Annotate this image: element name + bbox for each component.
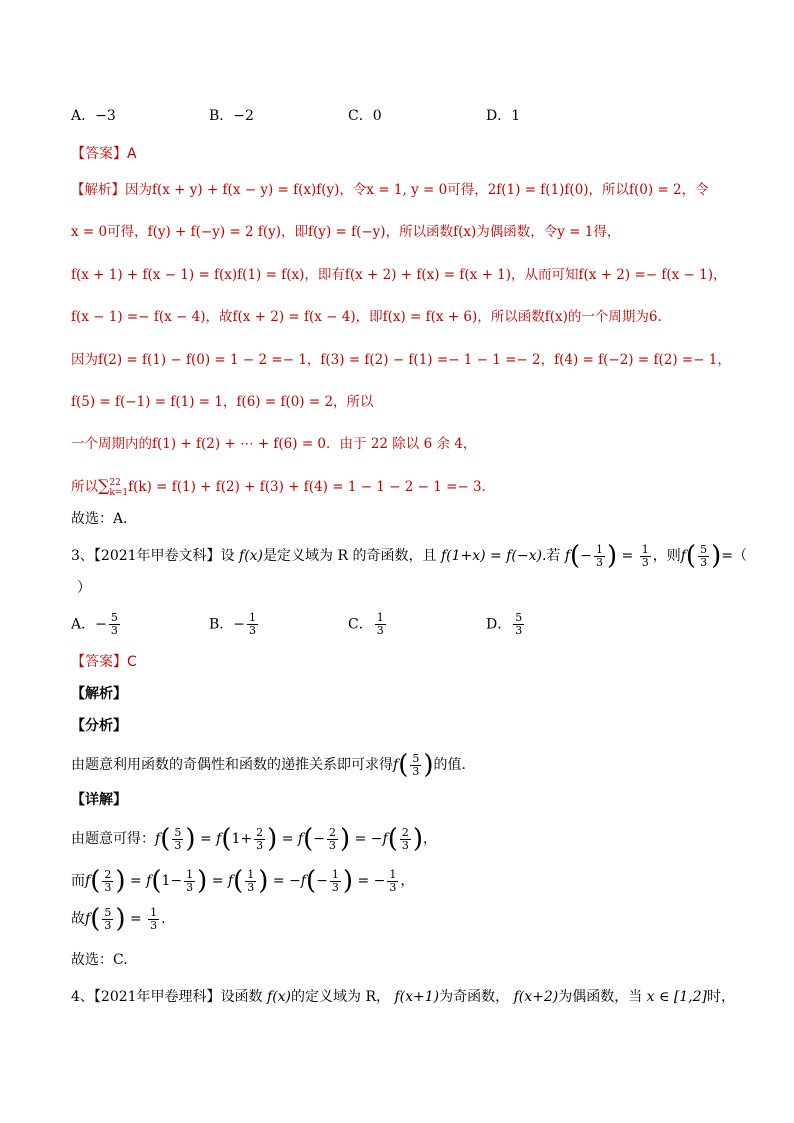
num: 2 [401, 825, 409, 839]
q4-interval: x ∈ [1,2] [646, 989, 708, 1005]
q3-d-den: 3 [515, 624, 523, 637]
q3-option-d-label: D． [486, 616, 512, 633]
den: 3 [389, 880, 397, 894]
right-paren: ) [185, 824, 196, 854]
q3-fx: f(x) [239, 548, 264, 564]
q3-a-den: 3 [110, 624, 118, 637]
q3-option-c-fraction [375, 612, 386, 637]
left-paren: ( [221, 824, 232, 854]
q2-option-a: A．−3 [71, 108, 116, 124]
num: 5 [104, 905, 112, 919]
q3-minus: − [580, 548, 592, 564]
left-paren: ( [387, 824, 398, 854]
q3-frac-num: 1 [595, 542, 603, 556]
q2-option-d: D．1 [486, 108, 521, 124]
f-label: f [85, 873, 91, 889]
q3-step-2: 而f( $\frac{2}{3}$ ) = f(1− $\frac{1}{3}$ ) = f( $\frac{1}{3}$ ) = −f(− $\frac{1}{3}$ ) = − $\frac{1}{3}$ ， [71, 866, 415, 896]
q3-c-den: 3 [376, 624, 384, 637]
num: 1 [331, 867, 339, 881]
den: 3 [401, 838, 409, 852]
step3-frac [102, 907, 113, 932]
q3-option-d-fraction [513, 612, 524, 637]
q3-option-b-label: B．− [209, 616, 246, 633]
fenxi-num: 5 [412, 751, 420, 765]
den: 3 [331, 880, 339, 894]
q4-stem-a: 设函数 [220, 989, 263, 1005]
q4-stem [71, 987, 735, 1007]
q3-fraction-five-thirds [698, 544, 709, 569]
q3-equals: = [621, 548, 634, 564]
den: 3 [104, 880, 112, 894]
num: 2 [256, 825, 264, 839]
f-label: f [85, 911, 91, 927]
step2-frac [330, 869, 341, 894]
q3-source: 【2021年甲卷文科】 [93, 548, 221, 564]
den: 3 [186, 880, 194, 894]
num: 1 [186, 867, 194, 881]
q4-stem-e: 为奇函数， [439, 989, 510, 1005]
right-paren: ) [197, 866, 208, 896]
q4-fx: f(x) [267, 989, 292, 1005]
q3-stem-a: 设 [220, 548, 235, 564]
q3-option-b [209, 612, 260, 637]
q2-analysis-line-6: f(5) = f(−1) = f(1) = 1，f(6) = f(0) = 2，所以 [71, 394, 374, 410]
q3-c-num: 1 [376, 611, 384, 624]
step1-frac [254, 827, 265, 852]
right-paren: ) [412, 824, 424, 854]
sigma-symbol: ∑ [98, 476, 110, 495]
step2-frac [387, 869, 398, 894]
den: 3 [329, 838, 336, 852]
q3-b-den: 3 [249, 624, 257, 637]
left-paren: ( [398, 750, 409, 780]
den: 3 [256, 838, 264, 852]
q3-stem [71, 543, 747, 569]
q3-frac-den: 3 [595, 555, 603, 569]
step1-frac [327, 827, 338, 852]
q3-option-a [71, 612, 122, 637]
q4-fx-plus-1: f(x+1) [394, 989, 440, 1005]
q3-fenxi-b: 的值. [433, 757, 466, 773]
q3-fenxi-fraction [410, 753, 421, 778]
right-paren: ) [115, 866, 126, 896]
q3-step-3: 故f( $\frac{5}{3}$ ) = $\frac{1}{3}$ . [71, 904, 166, 934]
left-paren: ( [305, 866, 317, 896]
left-paren: ( [90, 904, 101, 934]
right-paren: ) [340, 824, 351, 854]
q2-analysis-line-8 [71, 476, 495, 498]
q2-answer: 【答案】A [71, 146, 137, 162]
right-paren: ) [423, 750, 434, 780]
q2-analysis-tag: 【解析】 [71, 182, 125, 198]
f-label: f [227, 873, 234, 889]
q2-sum-prefix: 所以 [71, 479, 98, 495]
step2-frac [102, 869, 113, 894]
q3-five-num: 5 [700, 542, 708, 556]
q2-choice: 故选：A． [71, 511, 138, 527]
q2-analysis-line-7: 一个周期内的f(1) + f(2) + ⋯ + f(6) = 0．由于 22 除以 6 余 4， [71, 436, 477, 452]
num: 1 [247, 867, 255, 881]
q3-option-b-fraction [247, 612, 258, 637]
den: 3 [174, 838, 182, 852]
q3-five-den: 3 [700, 555, 708, 569]
q3-step2-prefix: 而 [71, 873, 85, 889]
q2-analysis-line-4: f(x − 1) =− f(x − 4)，故f(x + 2) = f(x − 4)，即f(x) = f(x + 6)，所以函数f(x)的一个周期为6. [71, 309, 662, 325]
q3-d-num: 5 [515, 611, 523, 624]
sum-limits [109, 478, 128, 498]
sum-lower-limit: k=1 [109, 487, 129, 498]
q3-stem-k: =（ [721, 548, 747, 564]
num: 2 [104, 867, 112, 881]
den: 3 [104, 918, 112, 932]
q3-option-c [348, 612, 388, 637]
q2-analysis-line-5: 因为f(2) = f(1) − f(0) = 1 − 2 =− 1，f(3) = f(2) − f(1) =− 1 − 1 =− 2，f(4) = f(−2) = f(2) =− 1， [71, 352, 731, 368]
step1-frac [400, 827, 411, 852]
step1-frac [172, 827, 183, 852]
q3-choice: 故选：C. [71, 952, 128, 968]
right-paren: ) [258, 866, 269, 896]
f-label: f [300, 873, 306, 889]
q3-stem-e: .若 [541, 548, 561, 564]
q4-fx-plus-2: f(x+2) [513, 989, 559, 1005]
f-label: f [146, 873, 152, 889]
den: 3 [247, 880, 255, 894]
q4-stem-g: 为偶函数，当 [558, 989, 643, 1005]
left-paren: ( [90, 866, 101, 896]
left-paren: ( [160, 824, 171, 854]
q3-xiangjie-tag: 【详解】 [71, 792, 127, 808]
q3-option-a-label: A．− [71, 616, 107, 633]
q2-sum-expression: f(k) = f(1) + f(2) + f(3) + f(4) = 1 − 1 − 2 − 1 =− 3． [128, 479, 496, 495]
right-paren: ) [115, 904, 126, 934]
q3-stem-close: ） [77, 580, 91, 596]
right-paren: ) [267, 824, 278, 854]
q3-number: 3、 [71, 548, 94, 564]
left-paren: ( [303, 824, 314, 854]
q3-fenxi-text [71, 752, 466, 778]
q3-analysis-tag: 【解析】 [71, 686, 127, 702]
q3-a-num: 5 [110, 611, 118, 624]
f-label: f [155, 831, 161, 847]
q4-stem-i: 时， [707, 989, 736, 1005]
q3-fraction-one-third-value [640, 544, 651, 569]
num: 1 [150, 905, 158, 919]
q3-step1-prefix: 由题意可得： [71, 831, 155, 847]
q3-stem-c: 是定义域为 R 的奇函数，且 [263, 548, 437, 564]
step3-value [148, 907, 159, 932]
q3-stem-i: ，则 [652, 548, 681, 564]
q4-number: 4、 [71, 989, 94, 1005]
f-label: f [382, 831, 388, 847]
q3-b-num: 1 [249, 611, 257, 624]
left-paren: ( [685, 541, 697, 571]
q2-option-b: B．−2 [209, 108, 254, 124]
q2-analysis-text-1: 因为f(x + y) + f(x − y) = f(x)f(y)，令x = 1, y = 0可得，2f(1) = f(1)f(0)，所以f(0) = 2，令 [125, 182, 709, 198]
left-paren: ( [570, 541, 581, 571]
q4-stem-c: 的定义域为 R， [291, 989, 391, 1005]
q3-step3-prefix: 故 [71, 911, 85, 927]
den: 3 [150, 918, 158, 932]
q2-analysis-line-3: f(x + 1) + f(x − 1) = f(x)f(1) = f(x)，即有f(x + 2) + f(x) = f(x + 1)，从而可知f(x + 2) =− f(x − 1)， [71, 267, 727, 283]
f-label: f [216, 831, 222, 847]
fenxi-den: 3 [412, 764, 420, 778]
q3-step-1: 由题意可得：f( $\frac{5}{3}$ ) = f(1+ $\frac{2}{3}$ ) = f(− $\frac{2}{3}$ ) = −f( $\frac{2}{3}$ )， [71, 824, 438, 854]
q3-val-num: 1 [641, 542, 649, 556]
q2-option-c: C．0 [348, 108, 382, 124]
sum-upper-limit: 22 [109, 477, 121, 488]
q3-f-label: f [564, 548, 571, 564]
q3-option-d [486, 612, 526, 637]
q3-fenxi-a: 由题意利用函数的奇偶性和函数的递推关系即可求得 [71, 757, 393, 773]
left-paren: ( [151, 866, 162, 896]
right-paren: ) [711, 541, 722, 571]
right-paren: ) [606, 541, 618, 571]
left-paren: ( [233, 866, 244, 896]
q3-fenxi-tag: 【分析】 [71, 718, 127, 734]
q3-option-a-fraction [109, 612, 120, 637]
right-paren: ) [342, 866, 354, 896]
q3-val-den: 3 [641, 555, 649, 569]
q4-source: 【2021年甲卷理科】 [93, 989, 221, 1005]
q3-f-label-2: f [680, 548, 686, 564]
step2-frac [184, 869, 195, 894]
f-label: f [297, 831, 304, 847]
q3-option-c-label: C． [348, 616, 373, 633]
num: 5 [174, 825, 182, 839]
q3-relation: f(1+x) = f(−x) [440, 548, 542, 564]
q2-analysis-line-2: x = 0可得，f(y) + f(−y) = 2 f(y)，即f(y) = f(−y)，所以函数f(x)为偶函数，令y = 1得， [71, 224, 621, 240]
f-label: f [393, 757, 399, 773]
q2-analysis-line-1 [71, 180, 709, 200]
num: 2 [329, 825, 336, 839]
step2-frac [245, 869, 256, 894]
q3-answer: 【答案】C [71, 654, 137, 670]
q3-fraction-one-third [594, 544, 605, 569]
num: 1 [389, 867, 397, 881]
